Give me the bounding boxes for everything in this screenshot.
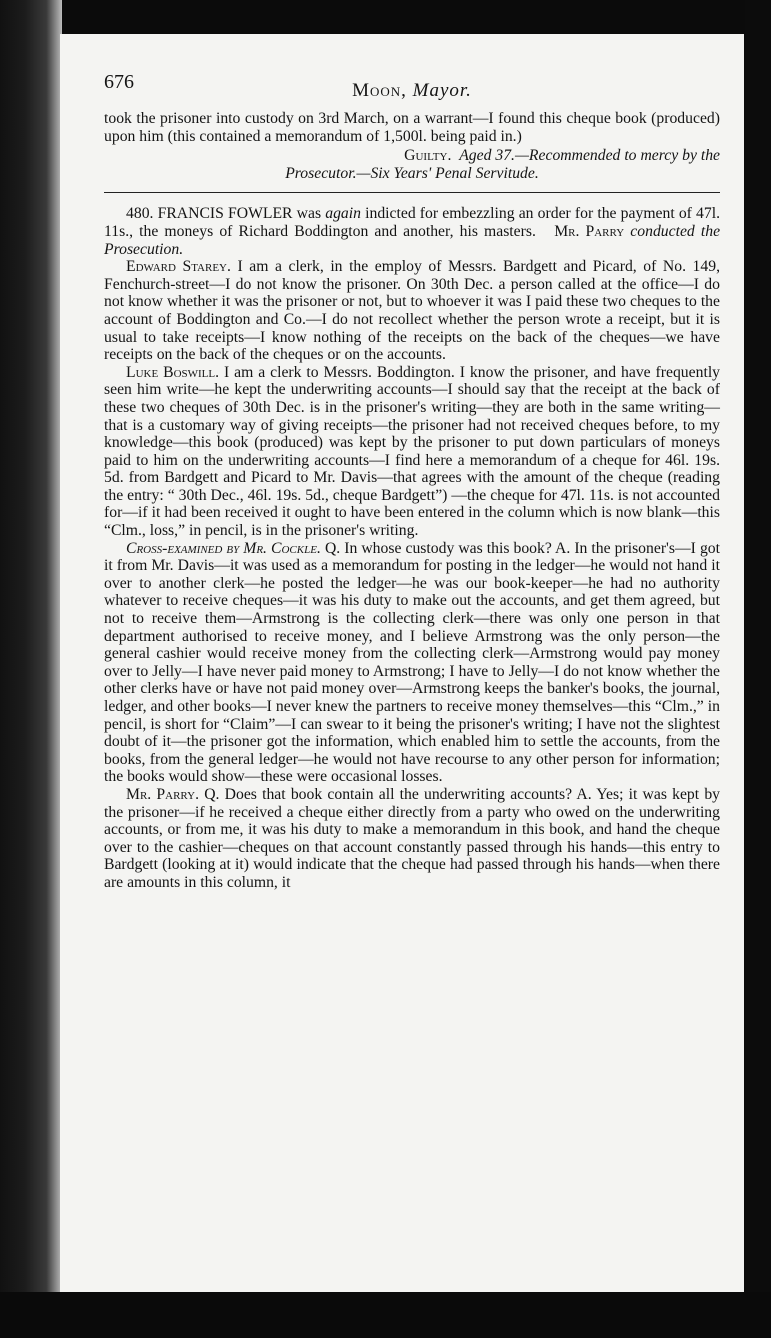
speaker-cross-examined: Cross-examined by Mr. Cockle.: [126, 539, 321, 557]
charge-text: indicted for embezzling an order for the payment of 47l. 11s., the moneys of Richard Boddington and another, his masters.: [104, 205, 721, 240]
previous-case-verdict: [104, 147, 720, 165]
testimony-cross-examination: [104, 540, 720, 786]
defendant-name: FRANCIS FOWLER: [157, 205, 293, 223]
scan-right-edge: [745, 0, 771, 1338]
page-header: [104, 71, 720, 110]
testimony-parry-text: Q. Does that book contain all the underwriting accounts? A. Yes; it was kept by the prisoner—if he received a cheque either directly from a party who owed on the underwriting accounts, or from me, it was his duty to make a memorandum in this book, and hand the cheque over to the cashier—cheques on that account constantly passed through his hands—this entry to Bardgett (looking at it) would indicate that the cheque had passed through his hands—when there are amounts in this column, it: [104, 785, 721, 891]
speaker-parry: Mr. Parry.: [126, 785, 200, 803]
speaker-boswill: Luke Boswill.: [126, 363, 220, 381]
verdict-age: Aged 37.—Recommended to mercy by the: [459, 147, 720, 165]
testimony-boswill-text: I am a clerk to Messrs. Boddington. I know the prisoner, and have frequently seen him write—he kept the underwriting accounts—I should say that the receipt at the back of these two cheques of 30th Dec. is in the prisoner's writing—they are both in the same writing—that is a customary way of giving receipts—the prisoner had not received cheques before, to my knowledge—this book (produced) was kept by the prisoner to put down particulars of moneys paid to him on the underwriting accounts—I find here a memorandum of a cheque for 46l. 19s. 5d. from Bardgett and Picard to Mr. Davis—that agrees with the amount of the cheque (reading the entry: “ 30th Dec., 46l. 19s. 5d., cheque Bardgett”) —the cheque for 47l. 11s. is not accounted for—if it had been received it ought to have been entered in the column which is now blank—this “Clm., loss,” in pencil, is in the prisoner's writing.: [104, 363, 721, 540]
testimony-boswill: [104, 364, 720, 540]
testimony-cross-text: Q. In whose custody was this book? A. In the prisoner's—I got it from Mr. Davis—it was used as a memorandum for posting in the ledger—he would not hand it over to another clerk—he posted the ledger—he was our book-keeper—he had no authority whatever to receive cheques—it was his duty to make out the accounts, and get them agreed, but not to receive them—Armstrong is the collecting clerk—there was only one person in that department authorised to receive money, and I believe Armstrong was the only person—the general cashier would receive money from the collecting clerk—Armstrong would pay money over to Jelly—I have never paid money to Armstrong; I have to Jelly—I do not know whether the other clerks have or have not paid money over—Armstrong keeps the banker's books, the journal, ledger, and other books—I never knew the partners to receive money themselves—this “Clm.,” in pencil, is short for “Claim”—I can swear to it being the prisoner's writing; I have not the slightest doubt of it—the prisoner got the information, which enabled him to settle the accounts, from the books, from the general ledger—he would not have recourse to any other person for information; the books would show—these were occasional losses.: [104, 539, 720, 786]
scan-bottom-edge: [0, 1292, 771, 1338]
page-number: 676: [104, 71, 134, 93]
case-divider: [104, 192, 720, 193]
book-page: [60, 34, 744, 1292]
testimony-starey-text: I am a clerk, in the employ of Messrs. Bardgett and Picard, of No. 149, Fenchurch-street—I do not know the prisoner. On 30th Dec. a person called at the office—I do not know whether it was the prisoner or not, but to whoever it was I paid these two cheques to the account of Boddington and Co.—I do not recollect whether the person wrote a receipt, but it is usual to take receipts—I know nothing of the receipts on the back of the cheques—we have receipts on the back of the cheques or on the accounts.: [104, 258, 721, 364]
charge-again: again: [325, 205, 361, 223]
case-number: 480.: [126, 205, 154, 223]
running-head-title: Mayor.: [412, 80, 472, 101]
testimony-starey: [104, 258, 720, 364]
case-heading: [104, 205, 720, 258]
prosecution-text: conducted the Prosecution.: [104, 222, 721, 258]
previous-case-text: took the prisoner into custody on 3rd March, on a warrant—I found this cheque book (produced) upon him (this contained a memorandum of 1,500l. being paid in.): [104, 110, 720, 145]
page-content: [104, 71, 721, 892]
testimony-parry: [104, 786, 720, 892]
prosecution-counsel: Mr. Parry: [554, 222, 625, 240]
speaker-starey: Edward Starey.: [126, 258, 231, 276]
previous-case-sentence: [104, 165, 720, 183]
scan-left-edge: [0, 0, 62, 1338]
running-head-name: Moon,: [352, 80, 407, 101]
sentence-text: Prosecutor.—Six Years' Penal Servitude.: [285, 164, 539, 182]
verdict-label: Guilty.: [404, 147, 452, 165]
running-head: [104, 82, 720, 100]
charge-pre: was: [296, 205, 322, 223]
